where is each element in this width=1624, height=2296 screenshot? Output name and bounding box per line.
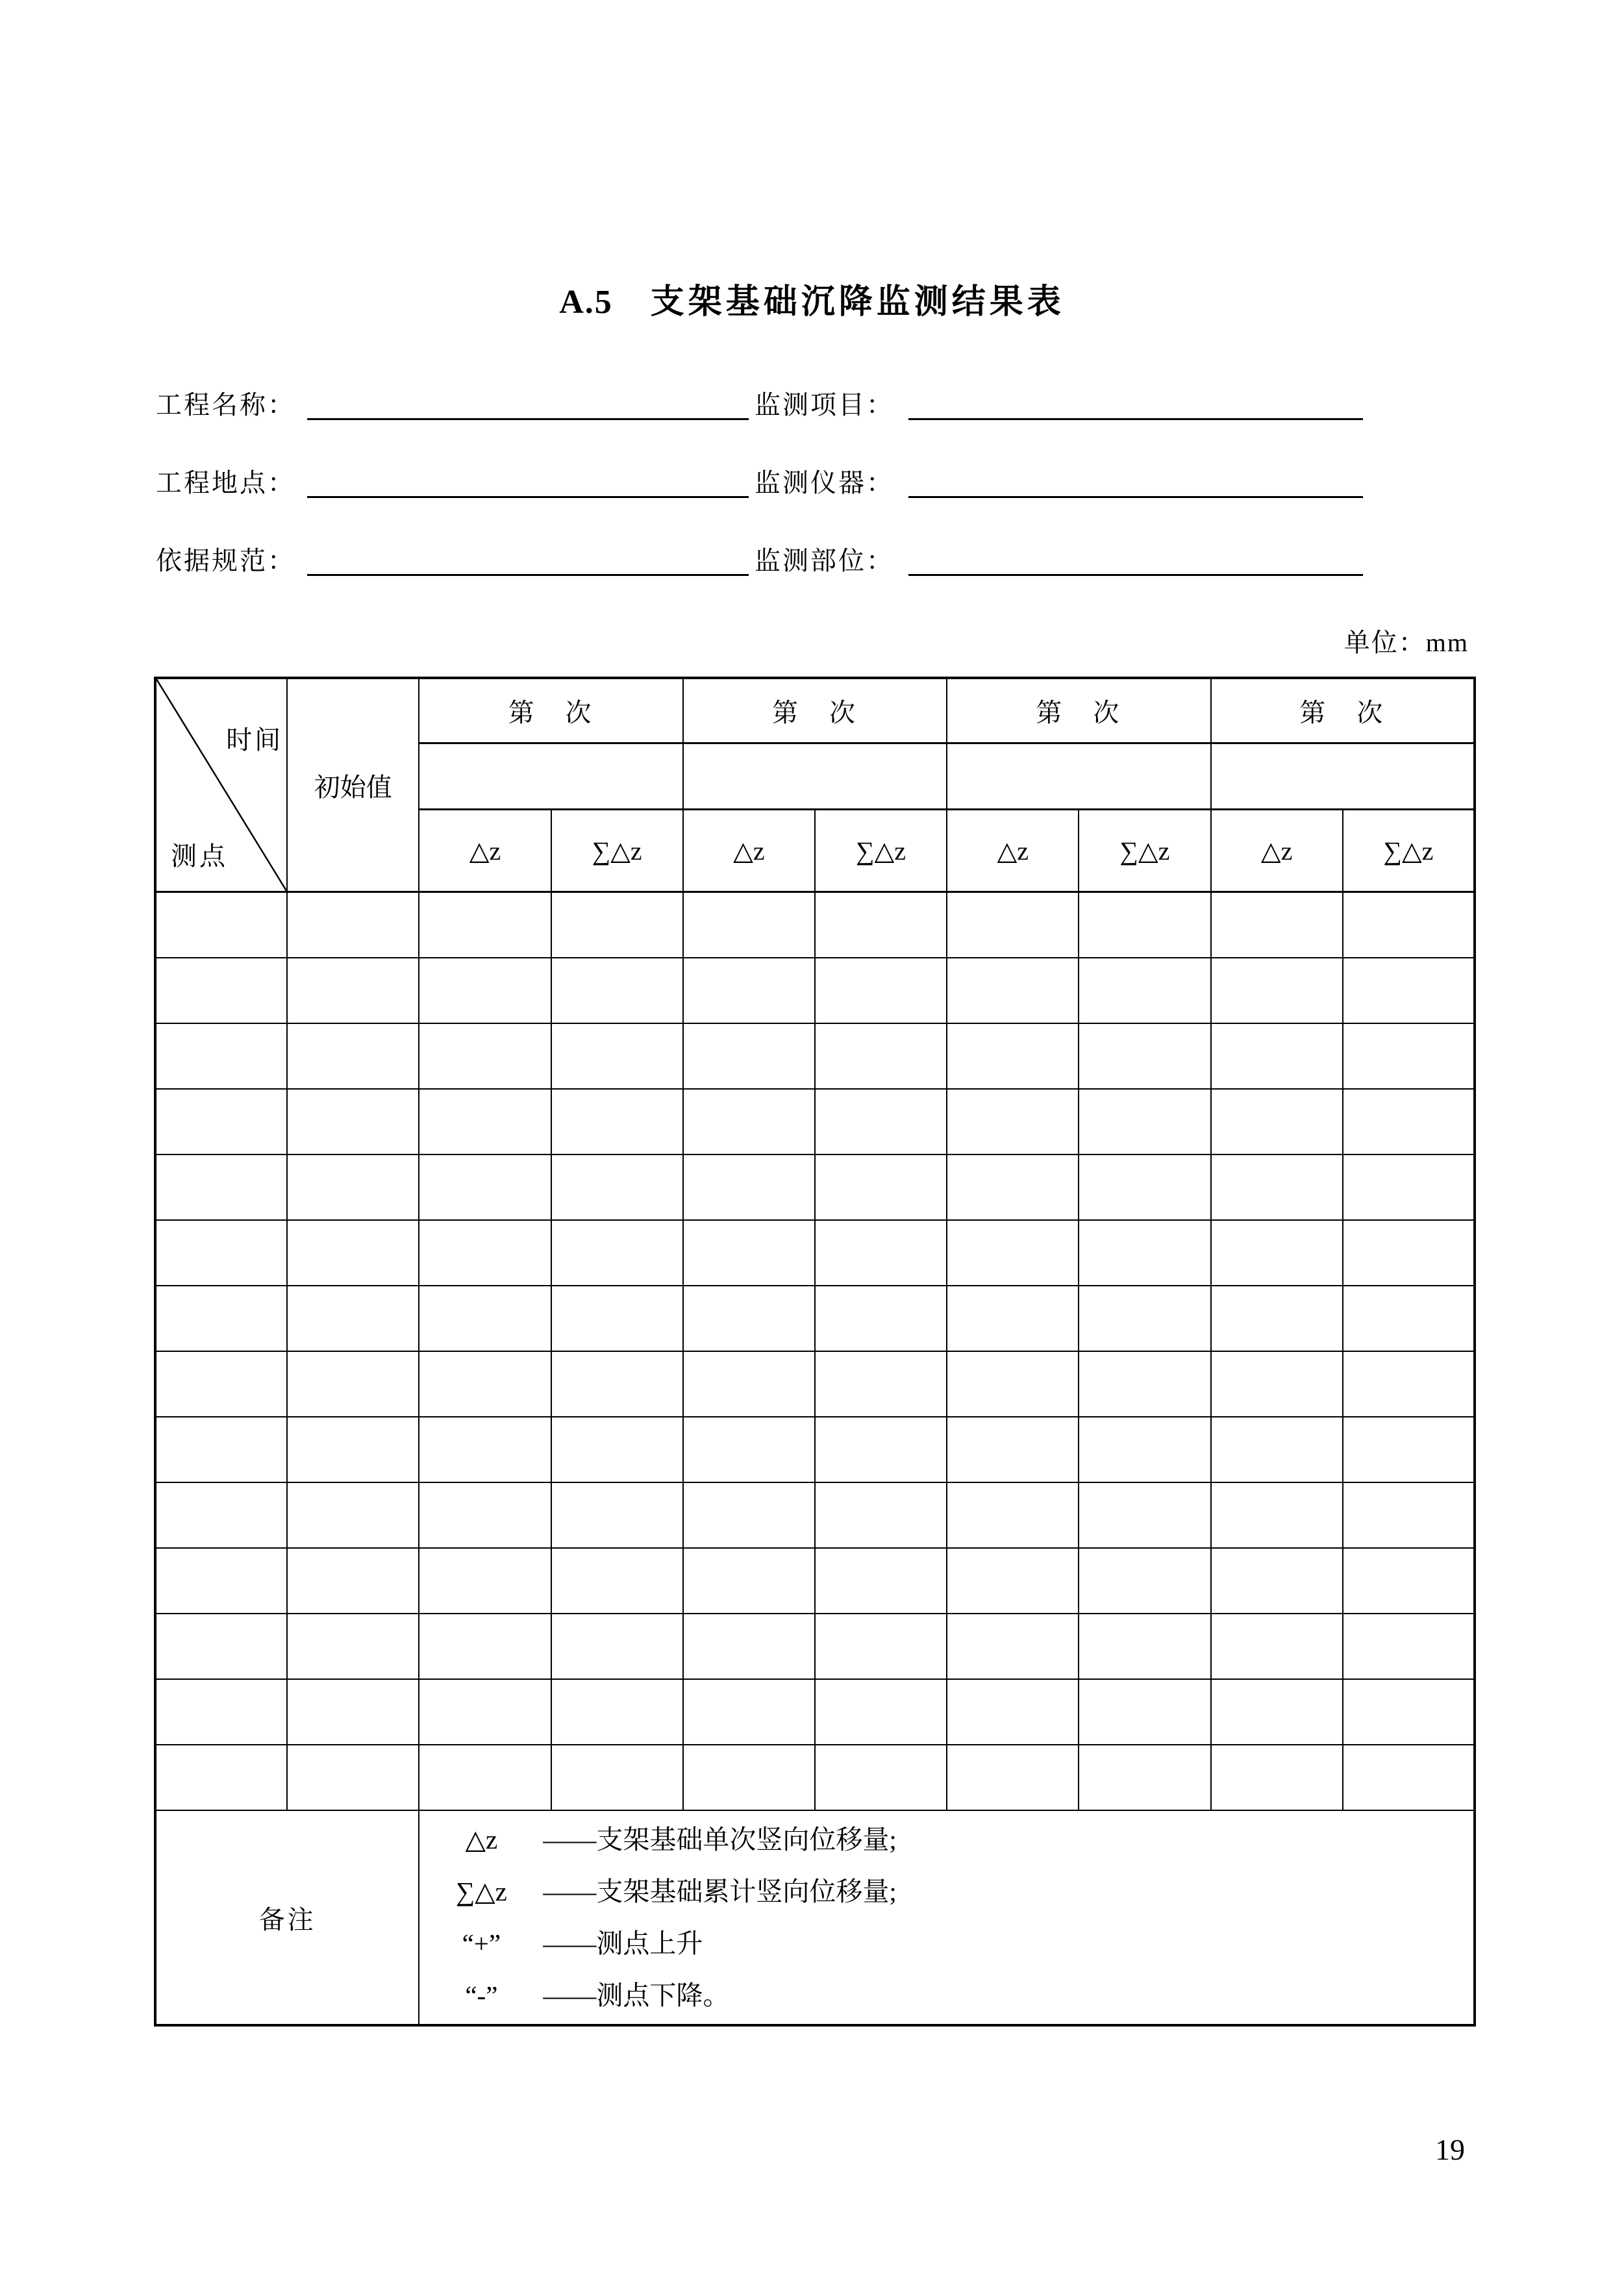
table-cell [287,1154,419,1220]
table-cell [815,1548,947,1614]
table-row [155,1023,1475,1089]
table-cell [1079,892,1210,958]
table-cell [815,1023,947,1089]
table-cell [551,958,683,1023]
table-cell [419,892,551,958]
fill-line [307,545,749,576]
fill-line [908,390,1363,420]
table-cell [1343,1745,1475,1810]
remark-text: ——测点上升 [543,1928,703,1958]
table-cell [1343,1351,1475,1417]
table-cell [287,1679,419,1745]
table-cell [551,1023,683,1089]
table-cell [419,1745,551,1810]
field-label: 工程地点： [156,468,295,497]
field-reference-spec [156,545,749,576]
field-monitor-instrument [755,467,1363,498]
table-cell [1079,1548,1210,1614]
table-row [155,1745,1475,1810]
cycle-header: 第 次 [683,678,947,743]
table-cell [155,1745,287,1810]
table-cell [287,1482,419,1548]
table-cell [551,1154,683,1220]
remark-text: ——测点下降。 [543,1980,730,2010]
table-cell [1079,958,1210,1023]
table-cell [155,1220,287,1286]
field-label: 工程名称： [156,390,295,419]
table-cell [1343,958,1475,1023]
form-row [0,467,1624,498]
diagonal-split [156,679,286,891]
table-cell [683,1482,815,1548]
table-cell [551,1089,683,1154]
table-cell [155,1679,287,1745]
fill-line [307,468,749,498]
table-cell [683,892,815,958]
sum-delta-z-header: ∑△z [1079,810,1210,892]
table-cell [551,1679,683,1745]
field-label: 依据规范： [156,546,295,575]
table-row [155,1614,1475,1679]
table-cell [683,1614,815,1679]
table-cell [1343,1482,1475,1548]
table-cell [815,1089,947,1154]
table-cell [419,1220,551,1286]
table-row [155,1220,1475,1286]
table-row [155,1417,1475,1482]
remark-label: 备注 [155,1810,419,2025]
form-row [0,545,1624,576]
table-cell [1079,1351,1210,1417]
table-row [155,1548,1475,1614]
table-cell [419,1482,551,1548]
remark-text: ——支架基础单次竖向位移量; [543,1825,897,1854]
header-row-cycle [155,678,1475,743]
table-cell [1211,958,1343,1023]
table-row [155,1482,1475,1548]
table-row [155,1679,1475,1745]
delta-z-header: △z [419,810,551,892]
table-cell [683,1745,815,1810]
fill-line [307,390,749,420]
table-cell [815,1745,947,1810]
remark-symbol: △z [465,1825,498,1854]
remark-line [419,1917,1473,1969]
table-cell [1211,1154,1343,1220]
table-cell [551,1745,683,1810]
remark-text: ——支架基础累计竖向位移量; [543,1877,897,1906]
table-cell [287,1023,419,1089]
table-cell [1343,1089,1475,1154]
page-number: 19 [1435,2133,1465,2166]
sum-delta-z-header: ∑△z [551,810,683,892]
cycle-header: 第 次 [419,678,682,743]
blank-header-cell [1211,743,1475,810]
table-cell [155,1482,287,1548]
remark-line [419,1866,1473,1917]
table-cell [947,1351,1079,1417]
table-cell [947,1614,1079,1679]
section-number: A.5 [559,284,613,321]
blank-header-cell [683,743,947,810]
table-cell [815,1351,947,1417]
table-cell [419,1023,551,1089]
field-monitor-part [755,545,1363,576]
table-cell [419,1614,551,1679]
sum-delta-z-header: ∑△z [815,810,947,892]
table-cell [1079,1023,1210,1089]
table-row [155,892,1475,958]
table-cell [1211,1220,1343,1286]
table-cell [155,1154,287,1220]
table-cell [155,1351,287,1417]
table-cell [419,1548,551,1614]
remark-line [419,1969,1473,2021]
title-text: 支架基础沉降监测结果表 [650,284,1065,321]
table-cell [551,1417,683,1482]
table-cell [551,1614,683,1679]
delta-z-header: △z [683,810,815,892]
table-cell [683,1548,815,1614]
blank-header-cell [947,743,1210,810]
table-cell [1079,1614,1210,1679]
table-cell [1211,1417,1343,1482]
table-cell [1343,1286,1475,1351]
table-row [155,1286,1475,1351]
table-cell [155,958,287,1023]
table-row [155,1154,1475,1220]
corner-label-time: 时间 [226,725,284,755]
cycle-header: 第 次 [947,678,1210,743]
field-label: 监测项目： [755,390,894,419]
table-cell [155,1089,287,1154]
initial-value-header: 初始值 [287,678,419,892]
table-cell [419,958,551,1023]
table-cell [155,1286,287,1351]
field-monitor-item [755,389,1363,420]
table-row [155,1089,1475,1154]
field-label: 监测部位： [755,546,894,575]
table-cell [1211,1089,1343,1154]
field-project-name [156,389,749,420]
table-cell [419,1154,551,1220]
table-cell [287,1089,419,1154]
table-cell [947,1417,1079,1482]
table-cell [1079,1417,1210,1482]
table-cell [551,892,683,958]
table-cell [815,1679,947,1745]
table-cell [1343,1548,1475,1614]
remark-body [419,1810,1475,2025]
table-cell [683,1154,815,1220]
page-title [0,283,1624,322]
table-cell [815,1154,947,1220]
table-cell [1343,1417,1475,1482]
table-cell [155,892,287,958]
table-cell [1079,1679,1210,1745]
table-cell [287,1548,419,1614]
remark-symbol: “-” [465,1980,498,2010]
table-cell [419,1417,551,1482]
table-cell [155,1417,287,1482]
table-cell [419,1351,551,1417]
table-cell [815,958,947,1023]
table-cell [683,1089,815,1154]
table-cell [947,1154,1079,1220]
table-cell [287,1614,419,1679]
table-cell [287,1351,419,1417]
table-cell [815,892,947,958]
table-cell [947,1220,1079,1286]
fill-line [908,545,1363,576]
table-cell [1343,892,1475,958]
table-cell [287,1220,419,1286]
table-row [155,958,1475,1023]
table-cell [683,1351,815,1417]
table-cell [1211,1482,1343,1548]
table-cell [815,1482,947,1548]
table-cell [1079,1286,1210,1351]
table-cell [947,892,1079,958]
table-cell [551,1548,683,1614]
table-cell [947,1482,1079,1548]
table-cell [551,1286,683,1351]
field-project-location [156,467,749,498]
sum-delta-z-header: ∑△z [1343,810,1475,892]
table-cell [683,958,815,1023]
table-cell [155,1614,287,1679]
table-cell [815,1417,947,1482]
table-cell [1343,1679,1475,1745]
table-cell [947,1023,1079,1089]
table-cell [287,1286,419,1351]
table-cell [815,1286,947,1351]
table-cell [1079,1745,1210,1810]
table-cell [551,1482,683,1548]
table-cell [1079,1089,1210,1154]
table-cell [947,1548,1079,1614]
table-cell [683,1286,815,1351]
table-cell [1211,1351,1343,1417]
table-cell [155,1023,287,1089]
cycle-header: 第 次 [1211,678,1475,743]
table-cell [1079,1154,1210,1220]
table-cell [1079,1482,1210,1548]
table-cell [1343,1614,1475,1679]
table-cell [1079,1220,1210,1286]
table-cell [947,1089,1079,1154]
unit-label: 单位：mm [1343,628,1469,657]
table-cell [683,1023,815,1089]
table-cell [1211,1023,1343,1089]
table-cell [551,1351,683,1417]
remark-line [419,1814,1473,1866]
table-cell [683,1220,815,1286]
fill-line [908,468,1363,498]
table-cell [1343,1023,1475,1089]
table-cell [1343,1154,1475,1220]
table-cell [1343,1220,1475,1286]
delta-z-header: △z [947,810,1079,892]
table-cell [287,1417,419,1482]
table-cell [683,1679,815,1745]
table-cell [287,958,419,1023]
table-cell [815,1220,947,1286]
monitoring-table [154,677,1476,2027]
table-cell [419,1286,551,1351]
form-row [0,389,1624,420]
table-cell [1211,1548,1343,1614]
table-cell [419,1679,551,1745]
corner-cell [155,678,287,892]
table-cell [947,1679,1079,1745]
remark-symbol: “+” [462,1928,501,1958]
table-cell [1211,1745,1343,1810]
field-label: 监测仪器： [755,468,894,497]
table-cell [287,1745,419,1810]
corner-label-point: 测点 [171,842,228,871]
table-cell [1211,892,1343,958]
table-cell [947,958,1079,1023]
table-cell [551,1220,683,1286]
delta-z-header: △z [1211,810,1343,892]
table-cell [287,892,419,958]
table-cell [1211,1286,1343,1351]
remark-symbol: ∑△z [455,1877,507,1906]
table-cell [419,1089,551,1154]
table-cell [815,1614,947,1679]
table-cell [1211,1614,1343,1679]
table-cell [683,1417,815,1482]
table-cell [1211,1679,1343,1745]
table-cell [155,1548,287,1614]
table-cell [947,1745,1079,1810]
remark-row [155,1810,1475,2025]
blank-header-cell [419,743,682,810]
table-row [155,1351,1475,1417]
table-cell [947,1286,1079,1351]
